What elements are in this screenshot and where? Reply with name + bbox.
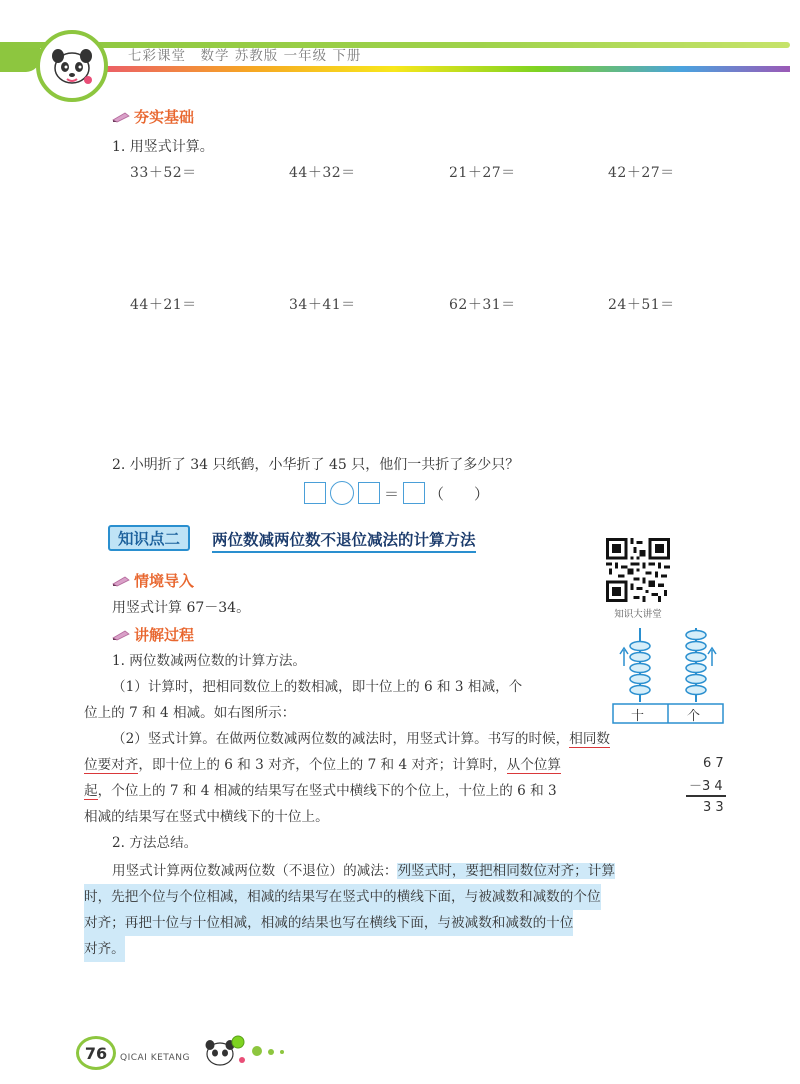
section-heading-text: 讲解过程 xyxy=(134,626,195,644)
explain-p3b xyxy=(84,752,561,778)
question-2-label: 2. 小明折了 34 只纸鹤，小华折了 45 只，他们一共折了多少只？ xyxy=(112,457,520,473)
footer-dot xyxy=(252,1046,262,1056)
equation-2-3: 62＋31＝ xyxy=(449,297,516,313)
pencil-icon xyxy=(112,575,130,587)
explain-p5a xyxy=(112,858,615,884)
abacus-tens-label: 十 xyxy=(631,709,645,724)
underlined-phrase: 起 xyxy=(84,783,98,799)
equation-1-3: 21＋27＝ xyxy=(449,165,516,181)
equation-2-2: 34＋41＝ xyxy=(289,297,356,313)
abacus-diagram xyxy=(612,622,724,724)
answer-row xyxy=(304,481,489,505)
abacus-ones-label: 个 xyxy=(687,709,701,724)
explain-p5b: 时，先把个位与个位相减，相减的结果写在竖式中的横线下面，与被减数和减数的个位 xyxy=(84,884,601,910)
equation-2-4: 24＋51＝ xyxy=(608,297,675,313)
vertical-line xyxy=(686,795,726,797)
mascot-logo xyxy=(36,30,108,102)
abacus-beads-icon xyxy=(612,622,724,724)
scenario-text: 用竖式计算 67－34。 xyxy=(112,600,251,616)
pencil-icon xyxy=(112,111,130,123)
explain-p4: 2. 方法总结。 xyxy=(112,835,198,851)
section-heading-text: 夯实基础 xyxy=(134,108,195,126)
panda-mascot-icon xyxy=(44,38,100,94)
section-heading-basics xyxy=(112,106,194,127)
explain-p3b-text: ，即十位上的 6 和 3 对齐，个位上的 7 和 4 对齐；计算时， xyxy=(138,757,507,773)
question-1-label: 1. 用竖式计算。 xyxy=(112,139,214,155)
answer-box-1[interactable] xyxy=(304,482,326,504)
pencil-icon xyxy=(112,629,130,641)
explain-p1: 1. 两位数减两位数的计算方法。 xyxy=(112,653,307,669)
vertical-result: 3 3 xyxy=(703,800,724,815)
equation-1-1: 33＋52＝ xyxy=(130,165,197,181)
section-heading-explain xyxy=(112,624,194,645)
equation-1-2: 44＋32＝ xyxy=(289,165,356,181)
qr-label: 知识大讲堂 xyxy=(614,609,662,620)
explain-p3c xyxy=(84,778,557,804)
explain-p3a xyxy=(112,726,610,752)
knowledge-point-title: 两位数减两位数不退位减法的计算方法 xyxy=(212,528,476,553)
section-heading-scenario xyxy=(112,570,194,591)
equation-1-4: 42＋27＝ xyxy=(608,165,675,181)
header-rainbow-bar xyxy=(70,66,790,72)
explain-p2b: 位上的 7 和 4 相减。如右图所示： xyxy=(84,705,296,721)
unit-parens[interactable]: （ ） xyxy=(429,484,490,503)
header-title: 七彩课堂 数学 苏教版 一年级 下册 xyxy=(128,48,362,64)
answer-box-result[interactable] xyxy=(403,482,425,504)
explain-p3d: 相减的结果写在竖式中横线下的十位上。 xyxy=(84,809,329,825)
explain-p5d: 对齐。 xyxy=(84,936,125,962)
explain-p3c-text: ，个位上的 7 和 4 相减的结果写在竖式中横线下的个位上，十位上的 6 和 3 xyxy=(97,783,557,799)
answer-box-2[interactable] xyxy=(358,482,380,504)
answer-operator-circle[interactable] xyxy=(330,481,354,505)
equals-sign: ＝ xyxy=(384,484,400,503)
footer-mascot-icon xyxy=(200,1030,248,1070)
underlined-phrase: 相同数 xyxy=(569,731,611,747)
explain-p5a-text: 用竖式计算两位数减两位数（不退位）的减法： xyxy=(112,863,398,879)
explain-p5c: 对齐；再把十位与十位相减，相减的结果也写在横线下面，与被减数和减数的十位 xyxy=(84,910,573,936)
vertical-minuend: 6 7 xyxy=(703,756,724,771)
highlighted-phrase: 列竖式时，要把相同数位对齐；计算 xyxy=(397,863,615,879)
footer-brand: QICAI KETANG xyxy=(120,1053,190,1063)
footer-dot xyxy=(280,1050,284,1054)
qr-code-icon[interactable] xyxy=(606,538,670,602)
header-green-bar xyxy=(0,42,790,48)
underlined-phrase: 位要对齐 xyxy=(84,757,139,773)
explain-p3a-text: （2）竖式计算。在做两位数减两位数的减法时，用竖式计算。书写的时候， xyxy=(112,731,570,747)
vertical-subtrahend: －3 4 xyxy=(689,779,723,794)
explain-p2a: （1）计算时，把相同数位上的数相减，即十位上的 6 和 3 相减，个 xyxy=(112,679,523,695)
underlined-phrase: 从个位算 xyxy=(506,757,561,773)
page-number: 76 xyxy=(76,1036,116,1070)
footer-dot xyxy=(268,1049,274,1055)
knowledge-point-tag: 知识点二 xyxy=(108,525,190,551)
equation-2-1: 44＋21＝ xyxy=(130,297,197,313)
section-heading-text: 情境导入 xyxy=(134,572,195,590)
